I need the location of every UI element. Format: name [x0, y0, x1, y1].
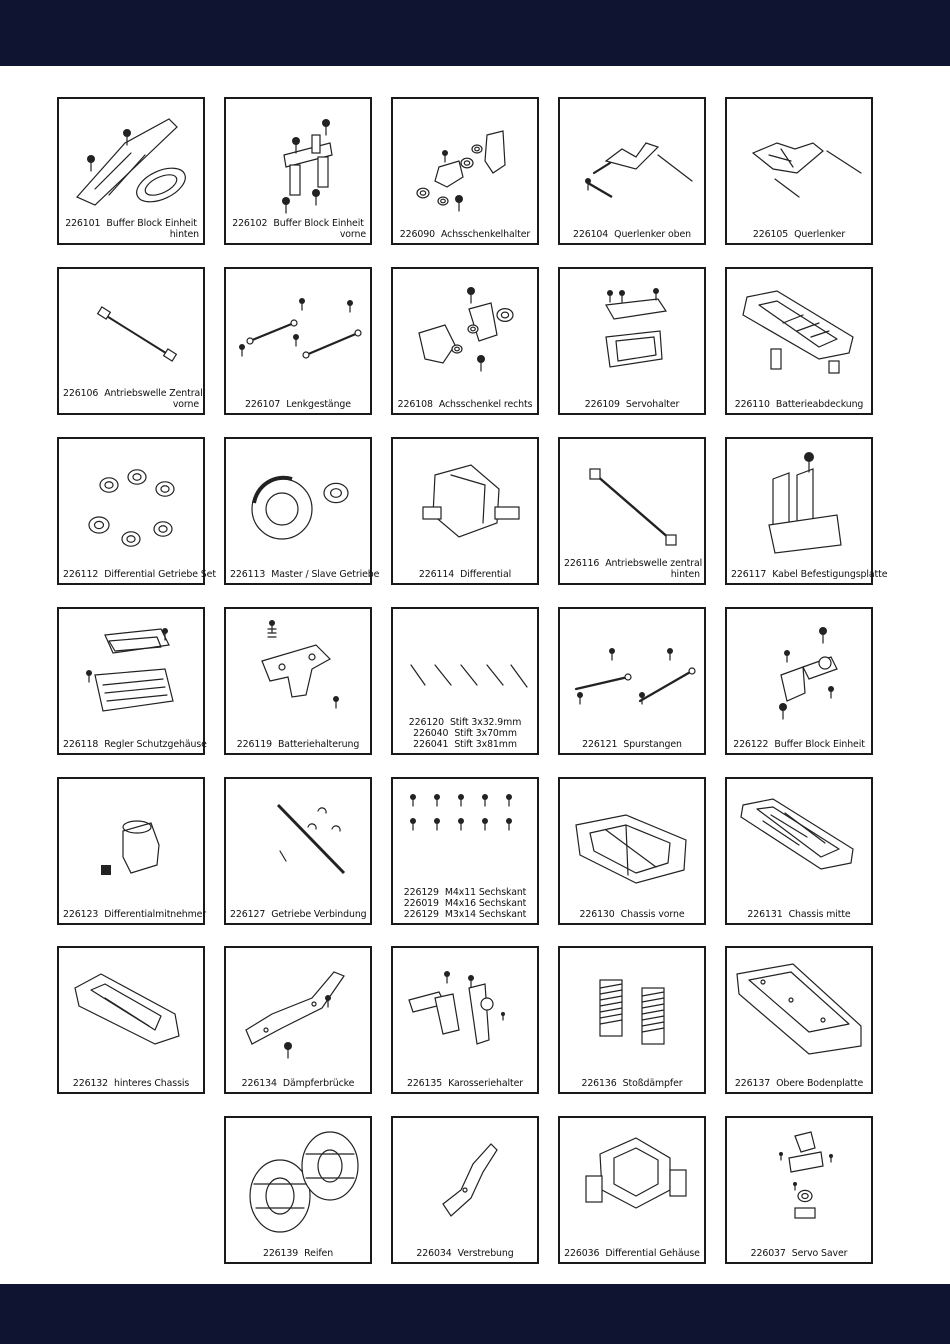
- part-caption: [397, 887, 533, 920]
- buffer-block-rear-icon: [65, 105, 197, 215]
- part-card: [224, 97, 372, 245]
- part-number: 226040: [413, 728, 449, 739]
- part-name: Obere Bodenplatte: [776, 1078, 864, 1089]
- part-number: 226116: [564, 558, 600, 569]
- part-caption: [63, 569, 216, 580]
- part-caption: [564, 739, 700, 750]
- body-mount-icon: [399, 954, 531, 1064]
- part-card: [224, 607, 372, 755]
- knuckle-right-icon: [399, 275, 531, 385]
- part-caption: [564, 1078, 700, 1089]
- part-card: [558, 777, 706, 925]
- part-caption: [230, 569, 380, 580]
- caption-line: [731, 909, 867, 920]
- caption-line: [564, 399, 700, 410]
- caption-line: [63, 229, 199, 240]
- part-name: Dämpferbrücke: [282, 1078, 355, 1089]
- part-number: 226127: [230, 909, 266, 920]
- caption-line: [230, 399, 366, 410]
- part-name: Verstrebung: [457, 1248, 514, 1259]
- part-name: Chassis mitte: [788, 909, 851, 920]
- part-name: Stift 3x32.9mm: [449, 717, 522, 728]
- part-caption: [397, 1248, 533, 1259]
- part-name: Buffer Block Einheit: [273, 218, 364, 229]
- part-name: Kabel Befestigungsplatte: [772, 569, 888, 580]
- part-number: 226131: [747, 909, 783, 920]
- battery-cover-icon: [733, 275, 865, 385]
- part-caption: [63, 218, 199, 240]
- part-caption: [397, 569, 533, 580]
- part-name: hinten: [670, 569, 700, 580]
- master-slave-gear-icon: [232, 445, 364, 555]
- caption-line: [564, 909, 700, 920]
- caption-line: [564, 229, 700, 240]
- part-caption: [564, 399, 700, 410]
- part-number: 226090: [399, 229, 435, 240]
- part-card: [57, 946, 205, 1094]
- driveshaft-front-icon: [65, 275, 197, 385]
- esc-case-icon: [65, 615, 197, 725]
- caption-line: [397, 229, 533, 240]
- part-caption: [731, 399, 867, 410]
- caption-line: [397, 898, 533, 909]
- tires-icon: [232, 1124, 364, 1234]
- part-name: Differentialmitnehmer: [104, 909, 207, 920]
- caption-line: [230, 1078, 366, 1089]
- part-name: Spurstangen: [623, 739, 682, 750]
- part-caption: [731, 739, 867, 750]
- caption-line: [731, 1078, 867, 1089]
- caption-line: [564, 558, 703, 569]
- part-name: Buffer Block Einheit: [106, 218, 197, 229]
- caption-line: [564, 1248, 700, 1259]
- part-number: 226137: [734, 1078, 771, 1089]
- part-number: 226134: [241, 1078, 277, 1089]
- part-card: [558, 946, 706, 1094]
- caption-line: [63, 218, 199, 229]
- part-card: [391, 607, 539, 755]
- part-caption: [731, 1078, 867, 1089]
- part-card: [558, 437, 706, 585]
- caption-line: [230, 909, 366, 920]
- part-card: [57, 437, 216, 585]
- part-number: 226109: [584, 399, 620, 410]
- part-number: 226139: [262, 1248, 299, 1259]
- part-name: Lenkgestänge: [286, 399, 351, 410]
- part-name: Batteriehalterung: [277, 739, 360, 750]
- part-caption: [63, 1078, 199, 1089]
- part-caption: [397, 399, 533, 410]
- part-number: 226120: [408, 717, 444, 728]
- servo-mount-icon: [566, 275, 698, 385]
- part-number: 226123: [63, 909, 99, 920]
- brace-icon: [399, 1124, 531, 1234]
- part-number: 226110: [734, 399, 770, 410]
- caption-line: [397, 717, 533, 728]
- part-number: 226019: [403, 898, 439, 909]
- part-name: Regler Schutzgehäuse: [104, 739, 207, 750]
- part-caption: [397, 1078, 533, 1089]
- caption-line: [397, 739, 533, 750]
- part-name: M4x11 Sechskant: [444, 887, 527, 898]
- steering-linkage-icon: [232, 275, 364, 385]
- driveshaft-rear-icon: [566, 445, 698, 555]
- hex-screws-icon: [399, 785, 531, 895]
- part-caption: [63, 909, 207, 920]
- caption-line: [230, 229, 366, 240]
- part-card: [391, 267, 539, 415]
- part-name: vorne: [339, 229, 366, 240]
- part-number: 226104: [572, 229, 609, 240]
- part-name: Antriebswelle Zentral: [104, 388, 203, 399]
- part-caption: [564, 1248, 700, 1259]
- part-number: 226122: [733, 739, 769, 750]
- caption-line: [230, 1248, 366, 1259]
- part-card: [558, 1116, 706, 1264]
- part-name: hinteres Chassis: [114, 1078, 190, 1089]
- part-number: 226101: [65, 218, 101, 229]
- part-caption: [564, 558, 703, 580]
- part-name: Achsschenkelhalter: [441, 229, 531, 240]
- part-number: 226034: [416, 1248, 452, 1259]
- part-caption: [564, 909, 700, 920]
- part-caption: [397, 717, 533, 750]
- part-name: Querlenker oben: [614, 229, 692, 240]
- part-number: 226037: [750, 1248, 786, 1259]
- upper-arm-icon: [566, 105, 698, 215]
- tie-rods-icon: [566, 615, 698, 725]
- part-name: Servohalter: [625, 399, 680, 410]
- part-number: 226117: [731, 569, 767, 580]
- part-card: [224, 267, 372, 415]
- caption-line: [397, 909, 533, 920]
- diff-gear-set-icon: [65, 445, 197, 555]
- part-number: 226105: [752, 229, 789, 240]
- part-number: 226108: [397, 399, 433, 410]
- caption-line: [564, 739, 700, 750]
- caption-line: [564, 1078, 700, 1089]
- part-name: Antriebswelle zentral: [605, 558, 703, 569]
- caption-line: [63, 569, 216, 580]
- caption-line: [230, 569, 380, 580]
- caption-line: [564, 569, 700, 580]
- part-card: [57, 607, 205, 755]
- caption-line: [397, 399, 533, 410]
- part-caption: [63, 388, 203, 410]
- caption-line: [731, 399, 867, 410]
- battery-holder-icon: [232, 615, 364, 725]
- caption-line: [397, 569, 533, 580]
- part-name: Master / Slave Getriebe: [271, 569, 380, 580]
- caption-line: [63, 1078, 199, 1089]
- chassis-front-icon: [566, 785, 698, 895]
- part-caption: [731, 909, 867, 920]
- part-name: Stift 3x81mm: [454, 739, 517, 750]
- caption-line: [397, 1078, 533, 1089]
- part-name: Getriebe Verbindung: [271, 909, 367, 920]
- part-number: 226102: [232, 218, 268, 229]
- part-number: 226121: [582, 739, 618, 750]
- part-name: Achsschenkel rechts: [438, 399, 533, 410]
- part-name: Batterieabdeckung: [775, 399, 864, 410]
- part-name: Buffer Block Einheit: [774, 739, 865, 750]
- part-number: 226113: [230, 569, 266, 580]
- part-number: 226041: [413, 739, 449, 750]
- part-card: [725, 777, 873, 925]
- part-caption: [230, 909, 366, 920]
- part-number: 226129: [403, 887, 439, 898]
- part-number: 226135: [406, 1078, 443, 1089]
- knuckle-holder-icon: [399, 105, 531, 215]
- servo-saver-icon: [733, 1124, 865, 1234]
- caption-line: [731, 569, 888, 580]
- part-name: Karosseriehalter: [448, 1078, 524, 1089]
- part-number: 226129: [403, 909, 439, 920]
- part-caption: [731, 229, 867, 240]
- part-number: 226114: [418, 569, 455, 580]
- shock-tower-icon: [232, 954, 364, 1064]
- part-caption: [731, 569, 888, 580]
- part-number: 226107: [245, 399, 281, 410]
- diff-cup-icon: [65, 785, 197, 895]
- part-name: Stift 3x70mm: [454, 728, 517, 739]
- part-card: [391, 946, 539, 1094]
- shock-absorber-icon: [566, 954, 698, 1064]
- part-name: M3x14 Sechskant: [444, 909, 527, 920]
- part-card: [224, 437, 380, 585]
- part-number: 226112: [63, 569, 99, 580]
- part-card: [57, 777, 205, 925]
- caption-line: [731, 1248, 867, 1259]
- caption-line: [230, 739, 366, 750]
- lower-arm-icon: [733, 105, 865, 215]
- part-name: Stoßdämpfer: [622, 1078, 683, 1089]
- part-name: Servo Saver: [791, 1248, 848, 1259]
- header-band: [0, 0, 950, 66]
- part-number: 226106: [63, 388, 99, 399]
- part-caption: [63, 739, 207, 750]
- caption-line: [63, 739, 207, 750]
- part-number: 226132: [72, 1078, 109, 1089]
- part-name: Differential Gehäuse: [605, 1248, 700, 1259]
- differential-icon: [399, 445, 531, 555]
- part-card: [725, 267, 873, 415]
- caption-line: [63, 909, 207, 920]
- part-card: [558, 607, 706, 755]
- part-name: vorne: [172, 399, 199, 410]
- part-card: [57, 267, 205, 415]
- chassis-middle-icon: [733, 785, 865, 895]
- caption-line: [397, 728, 533, 739]
- part-card: [224, 946, 372, 1094]
- caption-line: [731, 739, 867, 750]
- buffer-block-front-icon: [232, 105, 364, 215]
- part-caption: [230, 399, 366, 410]
- part-caption: [397, 229, 533, 240]
- part-caption: [564, 229, 700, 240]
- chassis-rear-icon: [65, 954, 197, 1064]
- part-caption: [230, 739, 366, 750]
- part-name: Querlenker: [794, 229, 846, 240]
- part-card: [558, 267, 706, 415]
- part-name: Chassis vorne: [620, 909, 685, 920]
- part-name: Differential Getriebe Set: [104, 569, 216, 580]
- part-number: 226119: [236, 739, 272, 750]
- part-card: [558, 97, 706, 245]
- upper-plate-icon: [733, 954, 865, 1064]
- part-card: [725, 1116, 873, 1264]
- part-caption: [731, 1248, 867, 1259]
- part-card: [391, 1116, 539, 1264]
- part-card: [224, 1116, 372, 1264]
- pins-icon: [399, 615, 531, 725]
- part-card: [725, 946, 873, 1094]
- part-card: [725, 607, 873, 755]
- caption-line: [731, 229, 867, 240]
- buffer-block-icon: [733, 615, 865, 725]
- part-card: [224, 777, 372, 925]
- part-card: [391, 437, 539, 585]
- caption-line: [397, 887, 533, 898]
- part-card: [725, 437, 888, 585]
- part-caption: [230, 1078, 366, 1089]
- part-name: M4x16 Sechskant: [444, 898, 527, 909]
- part-card: [57, 97, 205, 245]
- part-name: Reifen: [304, 1248, 334, 1259]
- cable-plate-icon: [733, 445, 865, 555]
- part-number: 226136: [581, 1078, 617, 1089]
- part-caption: [230, 1248, 366, 1259]
- caption-line: [63, 388, 203, 399]
- part-name: hinten: [169, 229, 199, 240]
- caption-line: [397, 1248, 533, 1259]
- part-card: [391, 97, 539, 245]
- part-caption: [230, 218, 366, 240]
- part-card: [725, 97, 873, 245]
- part-card: [391, 777, 539, 925]
- diff-housing-icon: [566, 1124, 698, 1234]
- part-number: 226130: [579, 909, 615, 920]
- part-name: Differential: [460, 569, 512, 580]
- part-number: 226036: [564, 1248, 600, 1259]
- caption-line: [63, 399, 199, 410]
- footer-band: [0, 1284, 950, 1344]
- caption-line: [230, 218, 366, 229]
- part-number: 226118: [63, 739, 99, 750]
- gear-shaft-icon: [232, 785, 364, 895]
